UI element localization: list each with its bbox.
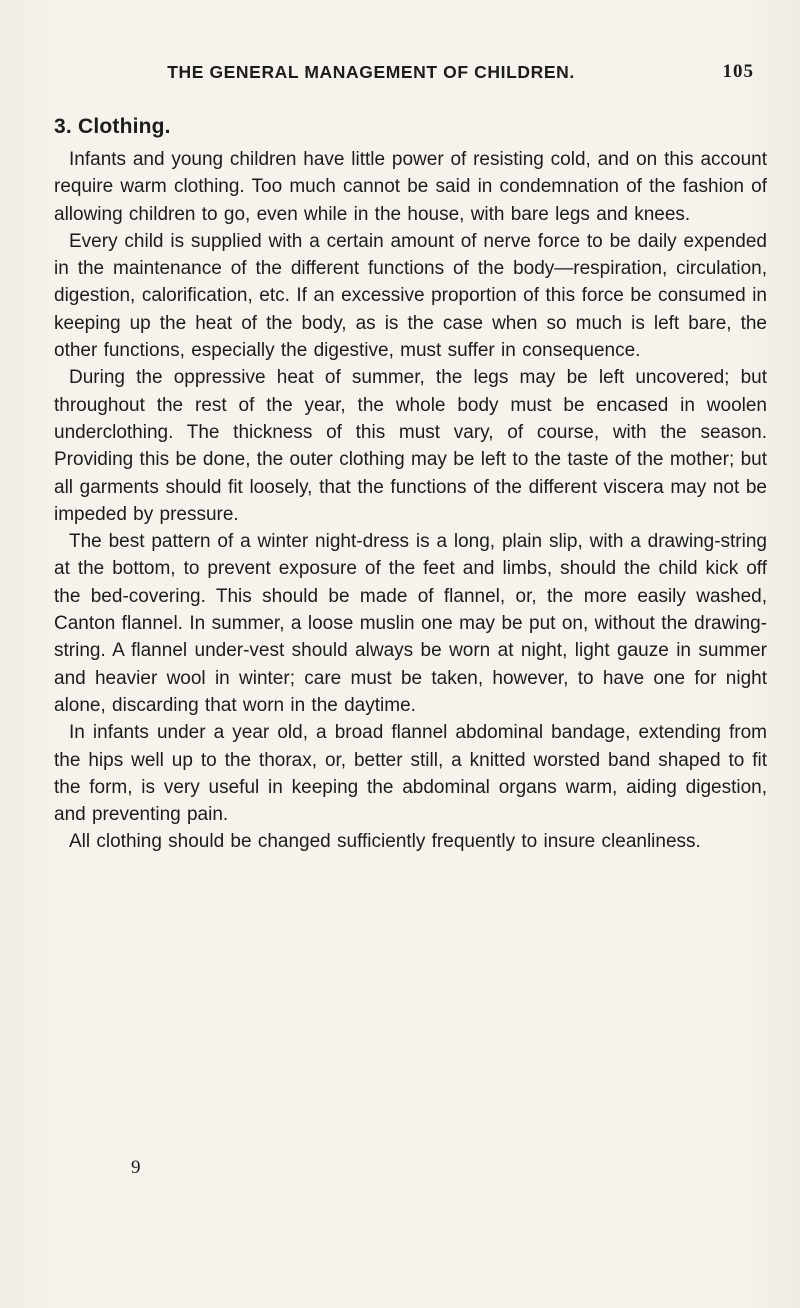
running-head bbox=[88, 62, 754, 90]
paragraph: In infants under a year old, a broad flannel abdominal bandage, extending from the hips well up to the thorax, or, better still, a knitted worsted band shaped to fit the form, is very useful in keeping the abdominal organs warm, aiding digestion, and preventing pain. bbox=[54, 722, 767, 826]
paragraph: During the oppressive heat of summer, the legs may be left uncovered; but throughout the rest of the year, the whole body must be encased in woolen underclothing. The thickness of this must vary, of course, with the season. Providing this be done, the outer clothing may be left to the taste of the mother; but all garments should fit loosely, that the functions of the different viscera may not be impeded by pressure. bbox=[54, 367, 767, 525]
signature-mark: 9 bbox=[131, 1157, 141, 1178]
paragraph: All clothing should be changed sufficiently frequently to insure cleanliness. bbox=[69, 831, 701, 853]
section-heading: 3. Clothing. bbox=[54, 115, 171, 138]
paragraph: Infants and young children have little power of resisting cold, and on this account require warm clothing. Too much cannot be said in condemnation of the fashion of allowing children to go, even while in the house, with bare legs and knees. bbox=[54, 149, 767, 225]
paragraph: The best pattern of a winter night-dress is a long, plain slip, with a drawing-string at the bottom, to prevent exposure of the feet and limbs, should the child kick off the bed-covering. This should be made of flannel, or, the more easily washed, Canton flannel. In summer, a loose muslin one may be put on, without the drawing-string. A flannel under-vest should always be worn at night, light gauze in summer and heavier wool in winter; care must be taken, however, to have one for night alone, discarding that worn in the daytime. bbox=[54, 531, 767, 716]
page-number: 105 bbox=[722, 61, 754, 82]
section-clothing bbox=[54, 112, 767, 856]
paragraph: Every child is supplied with a certain amount of nerve force to be daily expended in the maintenance of the different functions of the body—respiration, circulation, digestion, calorification, etc. If an excessive proportion of this force be consumed in keeping up the heat of the body, as is the case when so much is left bare, the other functions, especially the digestive, must suffer in consequence. bbox=[54, 230, 767, 362]
running-title: THE GENERAL MANAGEMENT OF CHILDREN. bbox=[167, 62, 575, 82]
